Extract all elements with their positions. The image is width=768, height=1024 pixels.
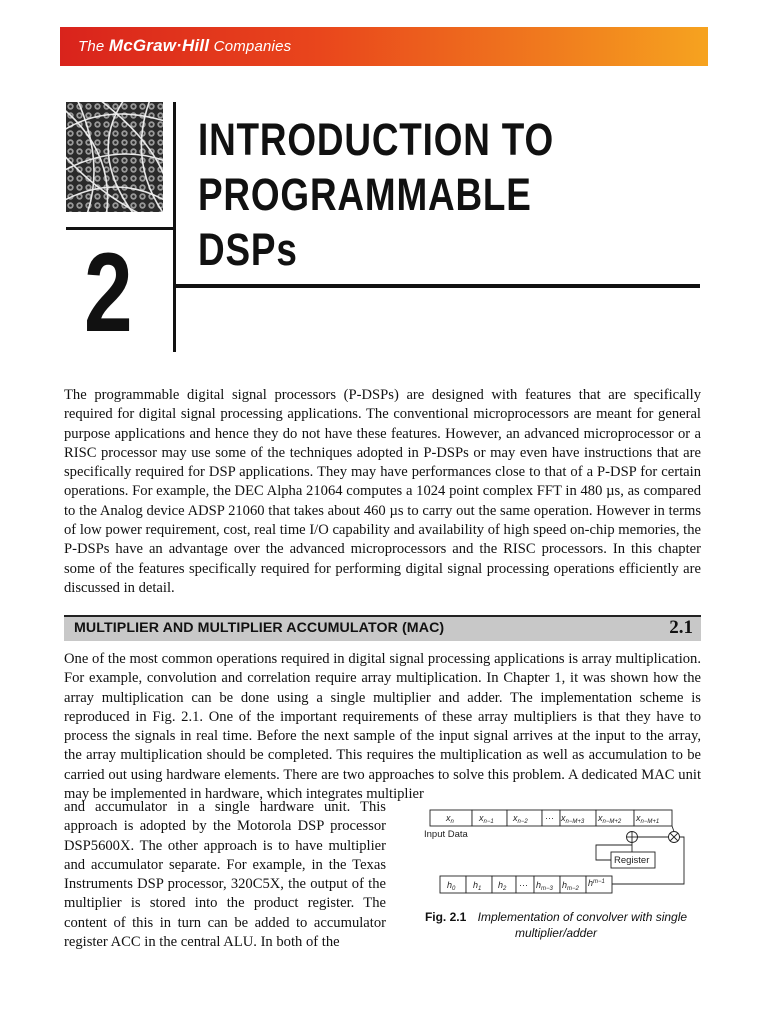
chapter-title-line-1: INTRODUCTION TO xyxy=(198,114,555,165)
svg-text:xn: $x_n$ xyxy=(446,813,454,825)
chapter-title xyxy=(198,112,592,277)
svg-text:h0: $h_0$ xyxy=(447,880,456,892)
svg-text:hm−3: $h_{m-3}$ xyxy=(536,880,553,892)
publisher-suffix: Companies xyxy=(213,38,292,55)
section-title: MULTIPLIER AND MULTIPLIER ACCUMULATOR (MAC) xyxy=(74,620,445,636)
register-label: Register xyxy=(614,855,650,866)
section-heading-bar xyxy=(64,615,701,641)
figure-caption xyxy=(408,909,704,941)
chapter-decoration-image xyxy=(66,102,163,212)
publisher-logo xyxy=(78,36,291,56)
svg-text:···: ··· xyxy=(545,813,554,823)
publisher-banner xyxy=(60,27,708,66)
svg-text:hm−1: $h^{m-1}$ xyxy=(588,878,605,888)
svg-text:xn−M+1: $x_{n-M+1}$ xyxy=(636,813,660,825)
section-paragraph: One of the most common operations required in digital signal processing applications is array multiplication. For example, convolution and correlation require array multiplication. In Chapter 1, it was shown how the array multiplication can be done using a single multiplier and adder. The implementation scheme is reproduced in Fig. 2.1. One of the important requirements of these array multipliers is that they have to process the signals in real time. Before the next sample of the input signal arrives at the input to the array, the array multiplication should be completed. This requires the multiplication as well as accumulation to be carried out using hardware elements. There are two approaches to solve this problem. A dedicated MAC unit may be implemented in hardware, which integrates multiplier xyxy=(64,651,701,803)
figure-caption-text: Implementation of convolver with single multiplier/adder xyxy=(477,910,688,940)
convolver-diagram xyxy=(408,800,704,906)
input-data-label: Input Data xyxy=(424,829,468,840)
publisher-prefix: The xyxy=(78,38,105,55)
svg-text:xn−1: $x_{n-1}$ xyxy=(479,813,494,825)
chapter-title-line-2: PROGRAMMABLE xyxy=(198,169,532,220)
svg-text:···: ··· xyxy=(519,880,528,890)
figure-caption-label: Fig. 2.1 xyxy=(424,910,467,924)
svg-text:h1: $h_1$ xyxy=(473,880,482,892)
chapter-number: 2 xyxy=(84,230,133,355)
svg-text:xn−M+3: $x_{n-M+3}$ xyxy=(561,813,585,825)
publisher-name: McGraw·Hill xyxy=(108,36,210,55)
wrap-paragraph: and accumulator in a single hardware unit. This approach is adopted by the Motorola DSP processor DSP5600X. The other approach is to have multiplier and accumulator separate. For example, in the Texas Instruments DSP processor, 320C5X, the output of the multiplier is stored into the product register. The content of this in turn can be added to accumulator register ACC in the central ALU. In both of the xyxy=(64,799,386,951)
svg-text:h2: $h_2$ xyxy=(498,880,507,892)
svg-text:xn−M+2: $x_{n-M+2}$ xyxy=(598,813,622,825)
section-number: 2.1 xyxy=(669,617,693,638)
chapter-title-underline xyxy=(176,284,700,288)
chapter-title-line-3: DSPs xyxy=(198,224,298,275)
svg-text:hm−2: $h_{m-2}$ xyxy=(562,880,579,892)
svg-text:xn−2: $x_{n-2}$ xyxy=(513,813,528,825)
intro-paragraph: The programmable digital signal processors (P-DSPs) are designed with features that are specifically required for digital signal processing applications. The conventional microprocessors are meant for general purpose applications and hence they do not have these features. However, an advanced microprocessor or a RISC processor may use some of the techniques adopted in P-DSPs or may even have instructions that are specifically required for DSP applications. They may have performances close to that of a P-DSP for certain operations. For example, the DEC Alpha 21064 computes a 1024 point complex FFT in 480 µs, as compared to the Analog device ADSP 21060 that takes about 460 µs to carry out the same operation. However in terms of low power requirement, cost, real time I/O capability and availability of high speed on-chip memories, the P-DSPs have an advantage over the advanced microprocessors and the RISC processors. In this chapter some of the features specifically required for performing digital signal processing operations efficiently are discussed in detail. xyxy=(64,387,701,596)
